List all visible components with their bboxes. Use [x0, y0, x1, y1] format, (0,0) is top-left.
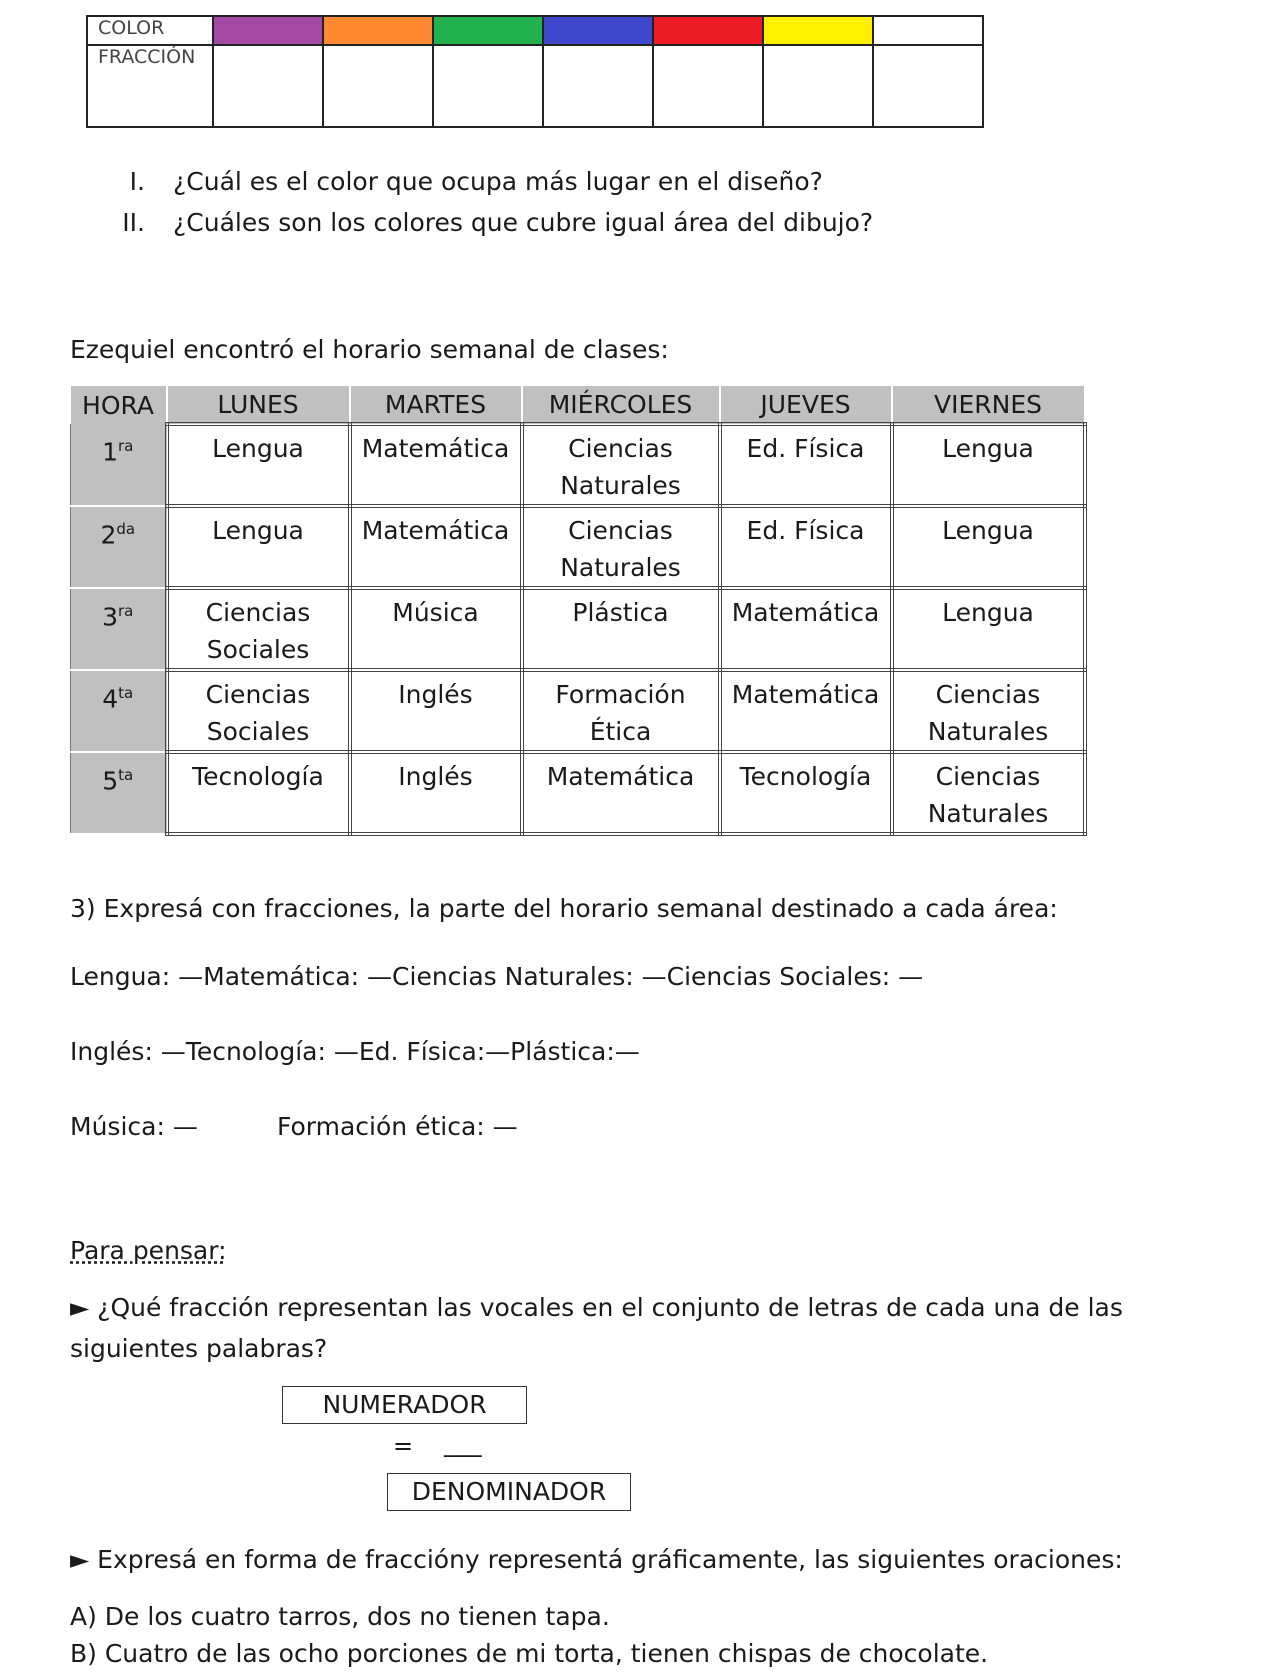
class-cell: Tecnología [720, 752, 892, 834]
numerator-box: NUMERADOR [282, 1386, 527, 1424]
fraction-cell[interactable] [433, 45, 543, 127]
exercise-3-formacion-etica: Formación ética: — [277, 1112, 518, 1141]
class-cell: Inglés [350, 752, 522, 834]
hour-number: 3 [102, 602, 119, 632]
hour-cell [71, 670, 167, 752]
schedule-row [71, 752, 1085, 834]
question-number: II. [122, 208, 145, 237]
fraction-label: FRACCIÓN [87, 45, 213, 127]
class-cell: Lengua [167, 506, 350, 588]
hour-number: 1 [102, 437, 119, 467]
header-miercoles: MIÉRCOLES [522, 386, 720, 424]
exercise-3-line-1: Lengua: —Matemática: —Ciencias Naturales: —Ciencias Sociales: — [70, 962, 924, 991]
schedule-row [71, 424, 1085, 506]
hour-number: 5 [102, 766, 119, 796]
hour-number: 4 [102, 684, 119, 714]
color-label: COLOR [87, 16, 213, 45]
class-cell: Tecnología [167, 752, 350, 834]
item-b: B) Cuatro de las ocho porciones de mi torta, tienen chispas de chocolate. [70, 1639, 989, 1668]
class-cell: Ciencias Sociales [167, 670, 350, 752]
equals-sign: = [393, 1432, 414, 1460]
hour-cell [71, 588, 167, 670]
class-cell: Ciencias Naturales [892, 670, 1085, 752]
answer-blank: ___ [444, 1428, 482, 1457]
hour-cell [71, 752, 167, 834]
fraction-cell[interactable] [323, 45, 433, 127]
header-viernes: VIERNES [892, 386, 1085, 424]
hour-cell [71, 506, 167, 588]
header-jueves: JUEVES [720, 386, 892, 424]
class-cell: Matemática [522, 752, 720, 834]
class-cell: Ed. Física [720, 506, 892, 588]
think-bullet-1: ► ¿Qué fracción representan las vocales en el conjunto de letras de cada una de las [70, 1293, 1123, 1322]
color-row [87, 16, 983, 45]
class-cell: Lengua [892, 506, 1085, 588]
fraction-cell[interactable] [653, 45, 763, 127]
header-martes: MARTES [350, 386, 522, 424]
swatch-white [873, 16, 983, 45]
question-text: ¿Cuál es el color que ocupa más lugar en el diseño? [173, 167, 823, 196]
header-hora: HORA [71, 386, 167, 424]
think-bullet-2: ► Expresá en forma de fraccióny representá gráficamente, las siguientes oraciones: [70, 1545, 1123, 1574]
think-bullet-1-cont: siguientes palabras? [70, 1334, 328, 1363]
class-cell: Matemática [350, 424, 522, 506]
class-cell: Música [350, 588, 522, 670]
class-cell: Ed. Física [720, 424, 892, 506]
swatch-blue [543, 16, 653, 45]
swatch-red [653, 16, 763, 45]
hour-ordinal: ra [118, 602, 134, 620]
class-cell: Lengua [892, 424, 1085, 506]
swatch-green [433, 16, 543, 45]
schedule-row [71, 588, 1085, 670]
class-cell: Lengua [167, 424, 350, 506]
item-a: A) De los cuatro tarros, dos no tienen tapa. [70, 1602, 610, 1631]
exercise-3-prompt: 3) Expresá con fracciones, la parte del horario semanal destinado a cada área: [70, 894, 1058, 923]
class-cell: Inglés [350, 670, 522, 752]
schedule-intro: Ezequiel encontró el horario semanal de clases: [70, 335, 669, 364]
class-cell: Matemática [720, 588, 892, 670]
class-cell: Ciencias Naturales [522, 506, 720, 588]
fraction-cell[interactable] [543, 45, 653, 127]
fraction-cell[interactable] [213, 45, 323, 127]
color-fraction-table [86, 15, 984, 128]
class-cell: Formación Ética [522, 670, 720, 752]
weekly-schedule-table [70, 386, 1087, 836]
hour-ordinal: ta [118, 766, 134, 784]
exercise-3-musica: Música: — [70, 1112, 198, 1141]
class-cell: Ciencias Sociales [167, 588, 350, 670]
swatch-purple [213, 16, 323, 45]
class-cell: Lengua [892, 588, 1085, 670]
question-text: ¿Cuáles son los colores que cubre igual área del dibujo? [173, 208, 874, 237]
exercise-3-line-2: Inglés: —Tecnología: —Ed. Física:—Plástica:— [70, 1037, 640, 1066]
fraction-cell[interactable] [873, 45, 983, 127]
class-cell: Matemática [720, 670, 892, 752]
hour-ordinal: da [116, 520, 136, 538]
class-cell: Ciencias Naturales [522, 424, 720, 506]
schedule-header-row [71, 386, 1085, 424]
hour-cell [71, 424, 167, 506]
question-number: I. [129, 167, 145, 196]
fraction-cell[interactable] [763, 45, 873, 127]
swatch-orange [323, 16, 433, 45]
hour-ordinal: ta [118, 684, 134, 702]
header-lunes: LUNES [167, 386, 350, 424]
hour-number: 2 [100, 520, 117, 550]
class-cell: Matemática [350, 506, 522, 588]
class-cell: Ciencias Naturales [892, 752, 1085, 834]
schedule-row [71, 506, 1085, 588]
schedule-row [71, 670, 1085, 752]
think-heading: Para pensar: [70, 1236, 227, 1265]
fraction-row [87, 45, 983, 127]
hour-ordinal: ra [118, 437, 134, 455]
swatch-yellow [763, 16, 873, 45]
denominator-box: DENOMINADOR [387, 1473, 631, 1511]
class-cell: Plástica [522, 588, 720, 670]
